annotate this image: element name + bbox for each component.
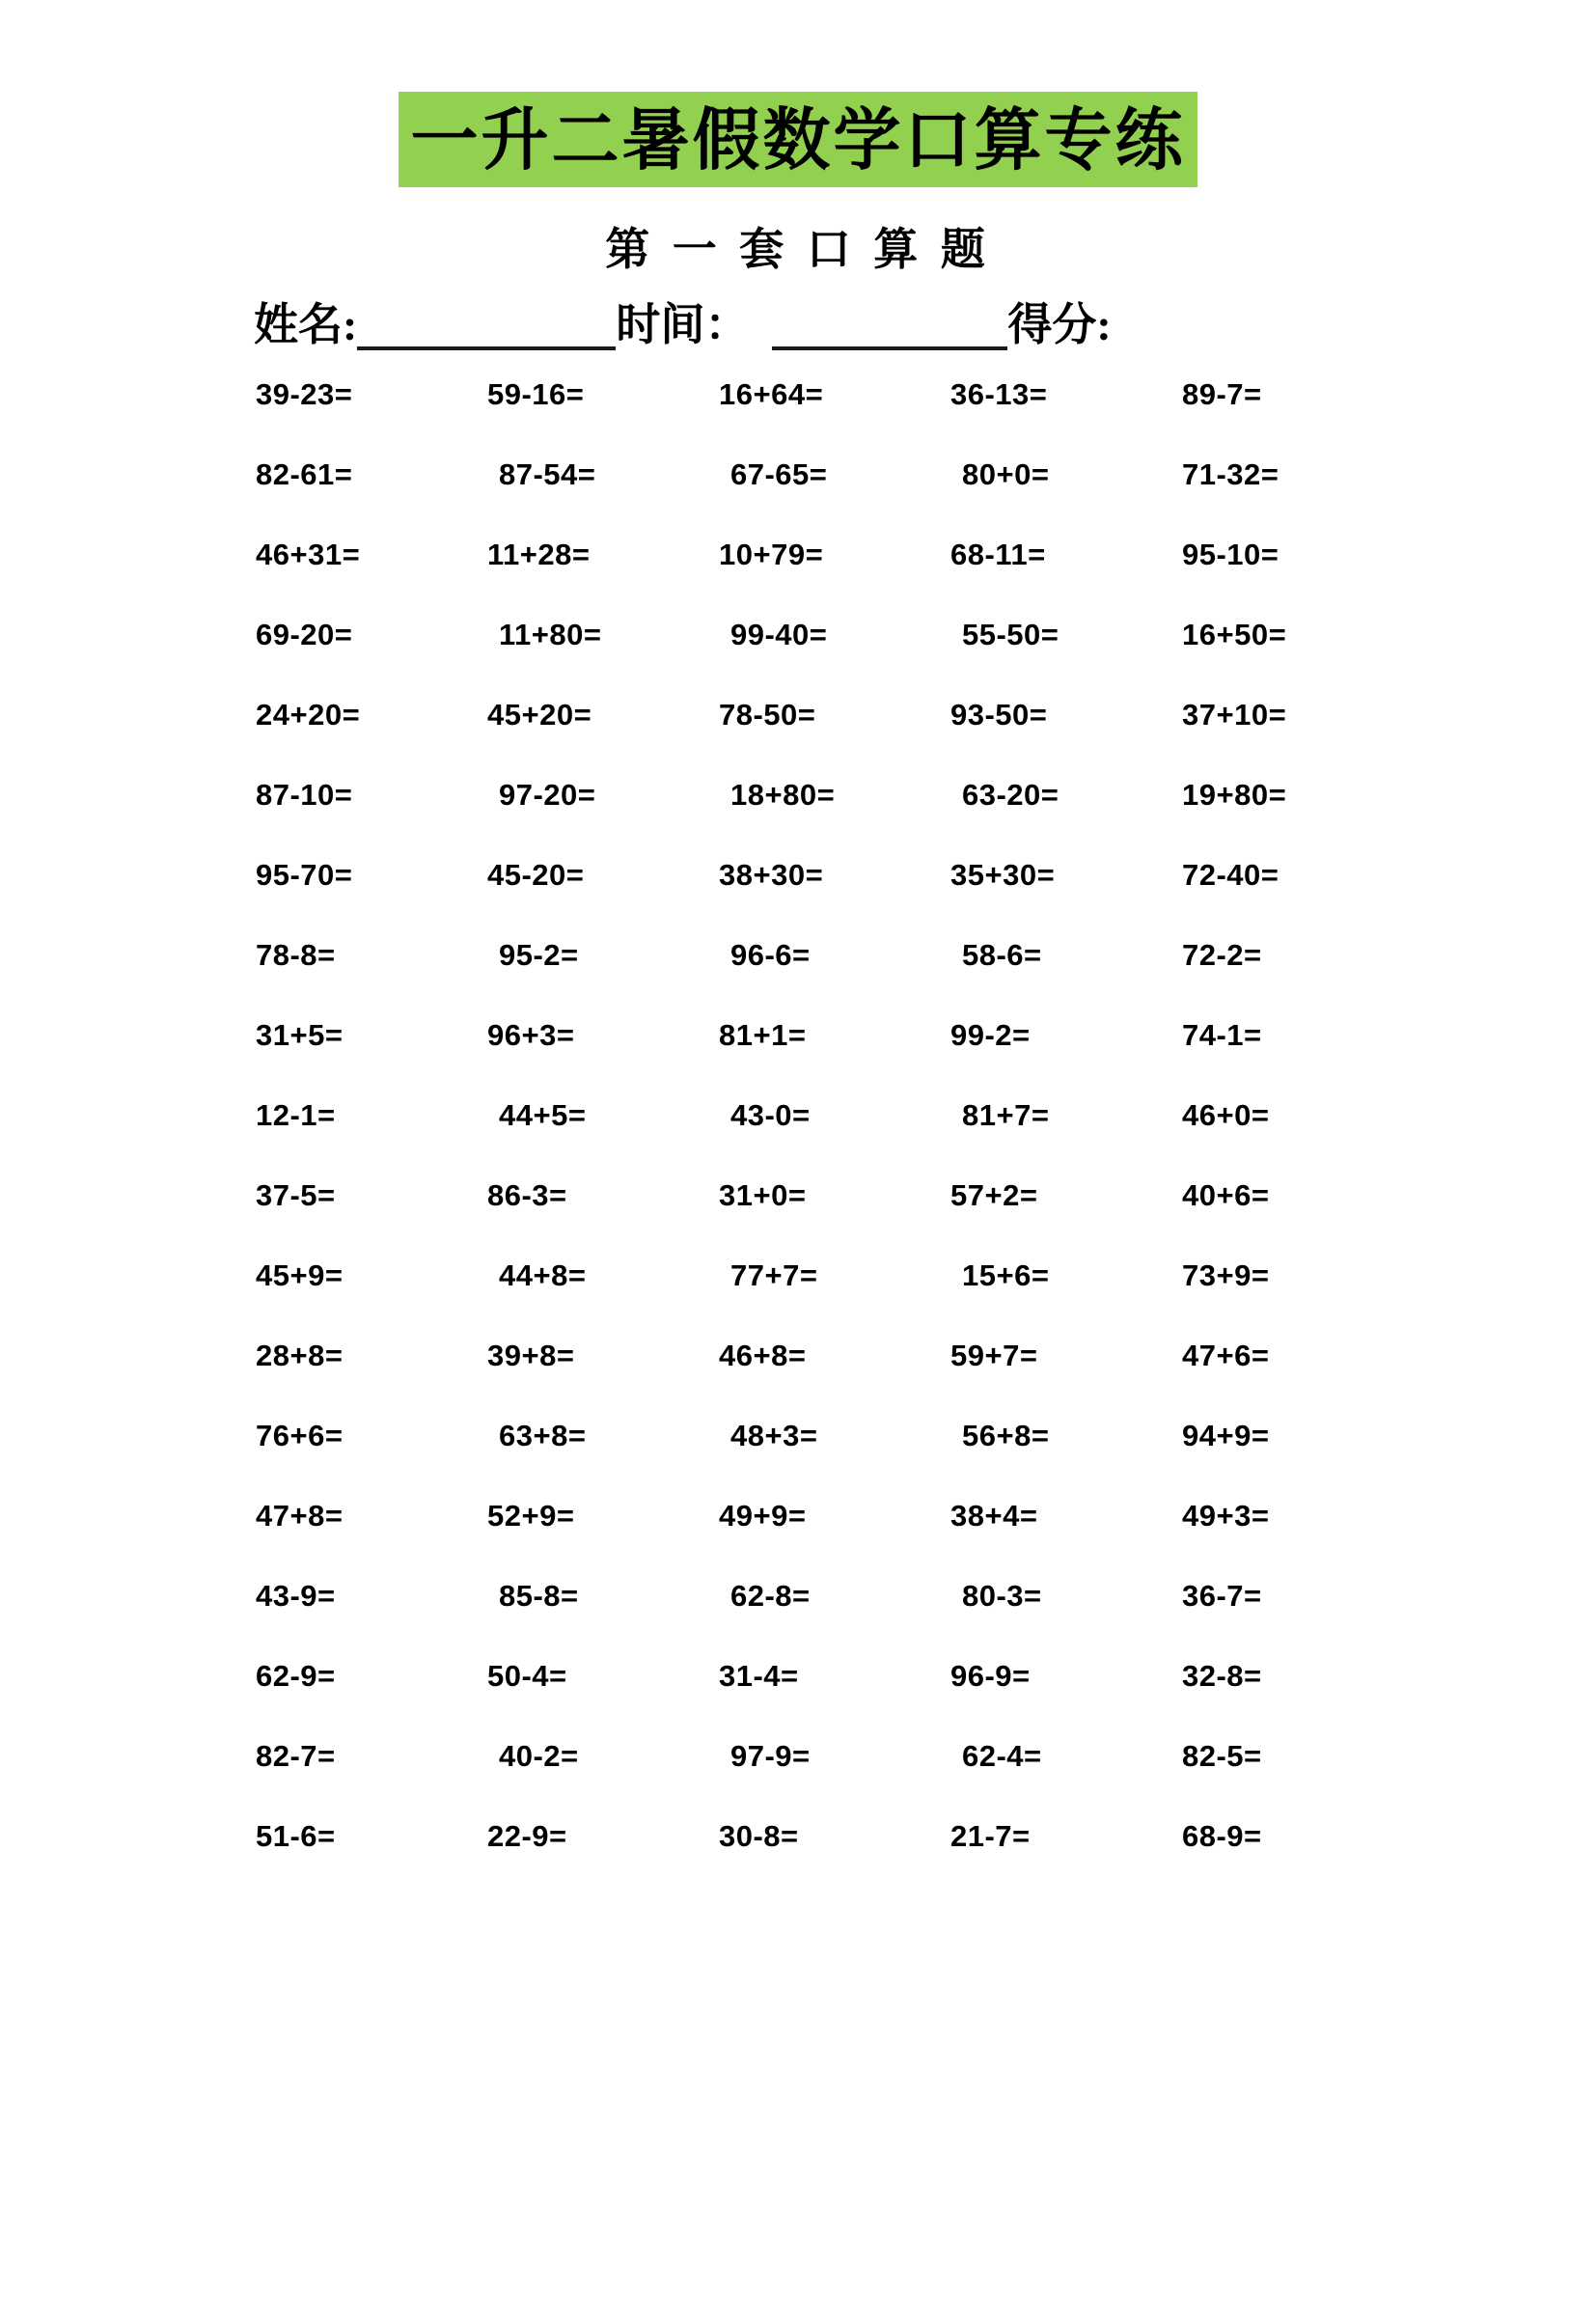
- problem: 86-3=: [487, 1178, 567, 1213]
- problem: 32-8=: [1182, 1659, 1262, 1694]
- problem: 62-9=: [256, 1659, 336, 1694]
- problem: 96-6=: [730, 938, 811, 973]
- problem: 52+9=: [487, 1499, 575, 1534]
- problem: 73+9=: [1182, 1258, 1270, 1293]
- problem: 21-7=: [950, 1819, 1031, 1854]
- problem: 44+8=: [499, 1258, 587, 1293]
- problem: 30-8=: [719, 1819, 799, 1854]
- problem: 43-9=: [256, 1579, 336, 1614]
- problem: 18+80=: [730, 778, 836, 813]
- problem: 76+6=: [256, 1419, 344, 1453]
- problem: 87-10=: [256, 778, 353, 813]
- problem: 63+8=: [499, 1419, 587, 1453]
- problem: 67-65=: [730, 457, 828, 492]
- problem: 10+79=: [719, 538, 824, 572]
- score-label: 得分:: [1007, 300, 1112, 349]
- problem: 95-70=: [256, 858, 353, 893]
- problem: 81+7=: [962, 1098, 1050, 1133]
- problem: 82-5=: [1182, 1739, 1262, 1774]
- problem: 74-1=: [1182, 1018, 1262, 1053]
- problem: 31-4=: [719, 1659, 799, 1694]
- problem: 45+20=: [487, 698, 592, 732]
- problem: 11+80=: [499, 618, 602, 652]
- problem: 59-16=: [487, 377, 585, 412]
- problem: 77+7=: [730, 1258, 818, 1293]
- page-title: 一升二暑假数学口算专练: [410, 101, 1186, 178]
- problem: 40+6=: [1182, 1178, 1270, 1213]
- problem: 22-9=: [487, 1819, 567, 1854]
- problem: 62-8=: [730, 1579, 811, 1614]
- problem: 68-9=: [1182, 1819, 1262, 1854]
- problem: 46+0=: [1182, 1098, 1270, 1133]
- problem: 49+9=: [719, 1499, 807, 1534]
- page-subtitle: 第 一 套 口 算 题: [605, 225, 991, 274]
- problem: 24+20=: [256, 698, 361, 732]
- time-blank-line: [772, 300, 1007, 350]
- problem: 31+5=: [256, 1018, 344, 1053]
- problem: 96+3=: [487, 1018, 575, 1053]
- problem: 39-23=: [256, 377, 353, 412]
- problem: 36-7=: [1182, 1579, 1262, 1614]
- meta-row: [0, 290, 1596, 350]
- problem: 47+8=: [256, 1499, 344, 1534]
- problem: 15+6=: [962, 1258, 1050, 1293]
- problem: 55-50=: [962, 618, 1059, 652]
- problem: 59+7=: [950, 1339, 1038, 1373]
- problem: 38+4=: [950, 1499, 1038, 1534]
- problem: 97-9=: [730, 1739, 811, 1774]
- problem: 49+3=: [1182, 1499, 1270, 1534]
- problem: 62-4=: [962, 1739, 1042, 1774]
- problem: 37+10=: [1182, 698, 1287, 732]
- problem: 37-5=: [256, 1178, 336, 1213]
- problem: 95-2=: [499, 938, 579, 973]
- problem: 38+30=: [719, 858, 824, 893]
- problem: 31+0=: [719, 1178, 807, 1213]
- problem: 35+30=: [950, 858, 1056, 893]
- problem: 94+9=: [1182, 1419, 1270, 1453]
- problem: 82-61=: [256, 457, 353, 492]
- problem: 47+6=: [1182, 1339, 1270, 1373]
- problem: 16+64=: [719, 377, 824, 412]
- problems-grid: [256, 355, 1596, 1877]
- name-blank-line: [357, 300, 616, 350]
- name-label: 姓名:: [254, 300, 358, 349]
- problem: 72-2=: [1182, 938, 1262, 973]
- title-highlight-band: [399, 92, 1197, 187]
- problem: 36-13=: [950, 377, 1048, 412]
- problem: 82-7=: [256, 1739, 336, 1774]
- problem: 72-40=: [1182, 858, 1280, 893]
- problem: 28+8=: [256, 1339, 344, 1373]
- problem: 85-8=: [499, 1579, 579, 1614]
- problem: 39+8=: [487, 1339, 575, 1373]
- problem: 71-32=: [1182, 457, 1280, 492]
- problem: 43-0=: [730, 1098, 811, 1133]
- problem: 78-8=: [256, 938, 336, 973]
- problem: 45+9=: [256, 1258, 344, 1293]
- problem: 69-20=: [256, 618, 353, 652]
- problem: 50-4=: [487, 1659, 567, 1694]
- problem: 68-11=: [950, 538, 1046, 572]
- problem: 99-40=: [730, 618, 828, 652]
- problem: 12-1=: [256, 1098, 336, 1133]
- time-label: 时间：: [616, 300, 750, 349]
- problem: 99-2=: [950, 1018, 1031, 1053]
- problem: 87-54=: [499, 457, 596, 492]
- problem: 97-20=: [499, 778, 596, 813]
- problem: 96-9=: [950, 1659, 1031, 1694]
- problem: 93-50=: [950, 698, 1048, 732]
- problem: 80-3=: [962, 1579, 1042, 1614]
- problem: 63-20=: [962, 778, 1059, 813]
- problem: 56+8=: [962, 1419, 1050, 1453]
- problem: 19+80=: [1182, 778, 1287, 813]
- problem: 11+28=: [487, 538, 591, 572]
- problem: 95-10=: [1182, 538, 1280, 572]
- problem: 78-50=: [719, 698, 816, 732]
- problem: 40-2=: [499, 1739, 579, 1774]
- problem: 46+31=: [256, 538, 361, 572]
- problem: 45-20=: [487, 858, 585, 893]
- problem: 80+0=: [962, 457, 1050, 492]
- problem: 58-6=: [962, 938, 1042, 973]
- problem: 51-6=: [256, 1819, 336, 1854]
- problem: 46+8=: [719, 1339, 807, 1373]
- problem: 48+3=: [730, 1419, 818, 1453]
- problem: 89-7=: [1182, 377, 1262, 412]
- problem: 44+5=: [499, 1098, 587, 1133]
- problem: 16+50=: [1182, 618, 1287, 652]
- problem: 81+1=: [719, 1018, 807, 1053]
- problem: 57+2=: [950, 1178, 1038, 1213]
